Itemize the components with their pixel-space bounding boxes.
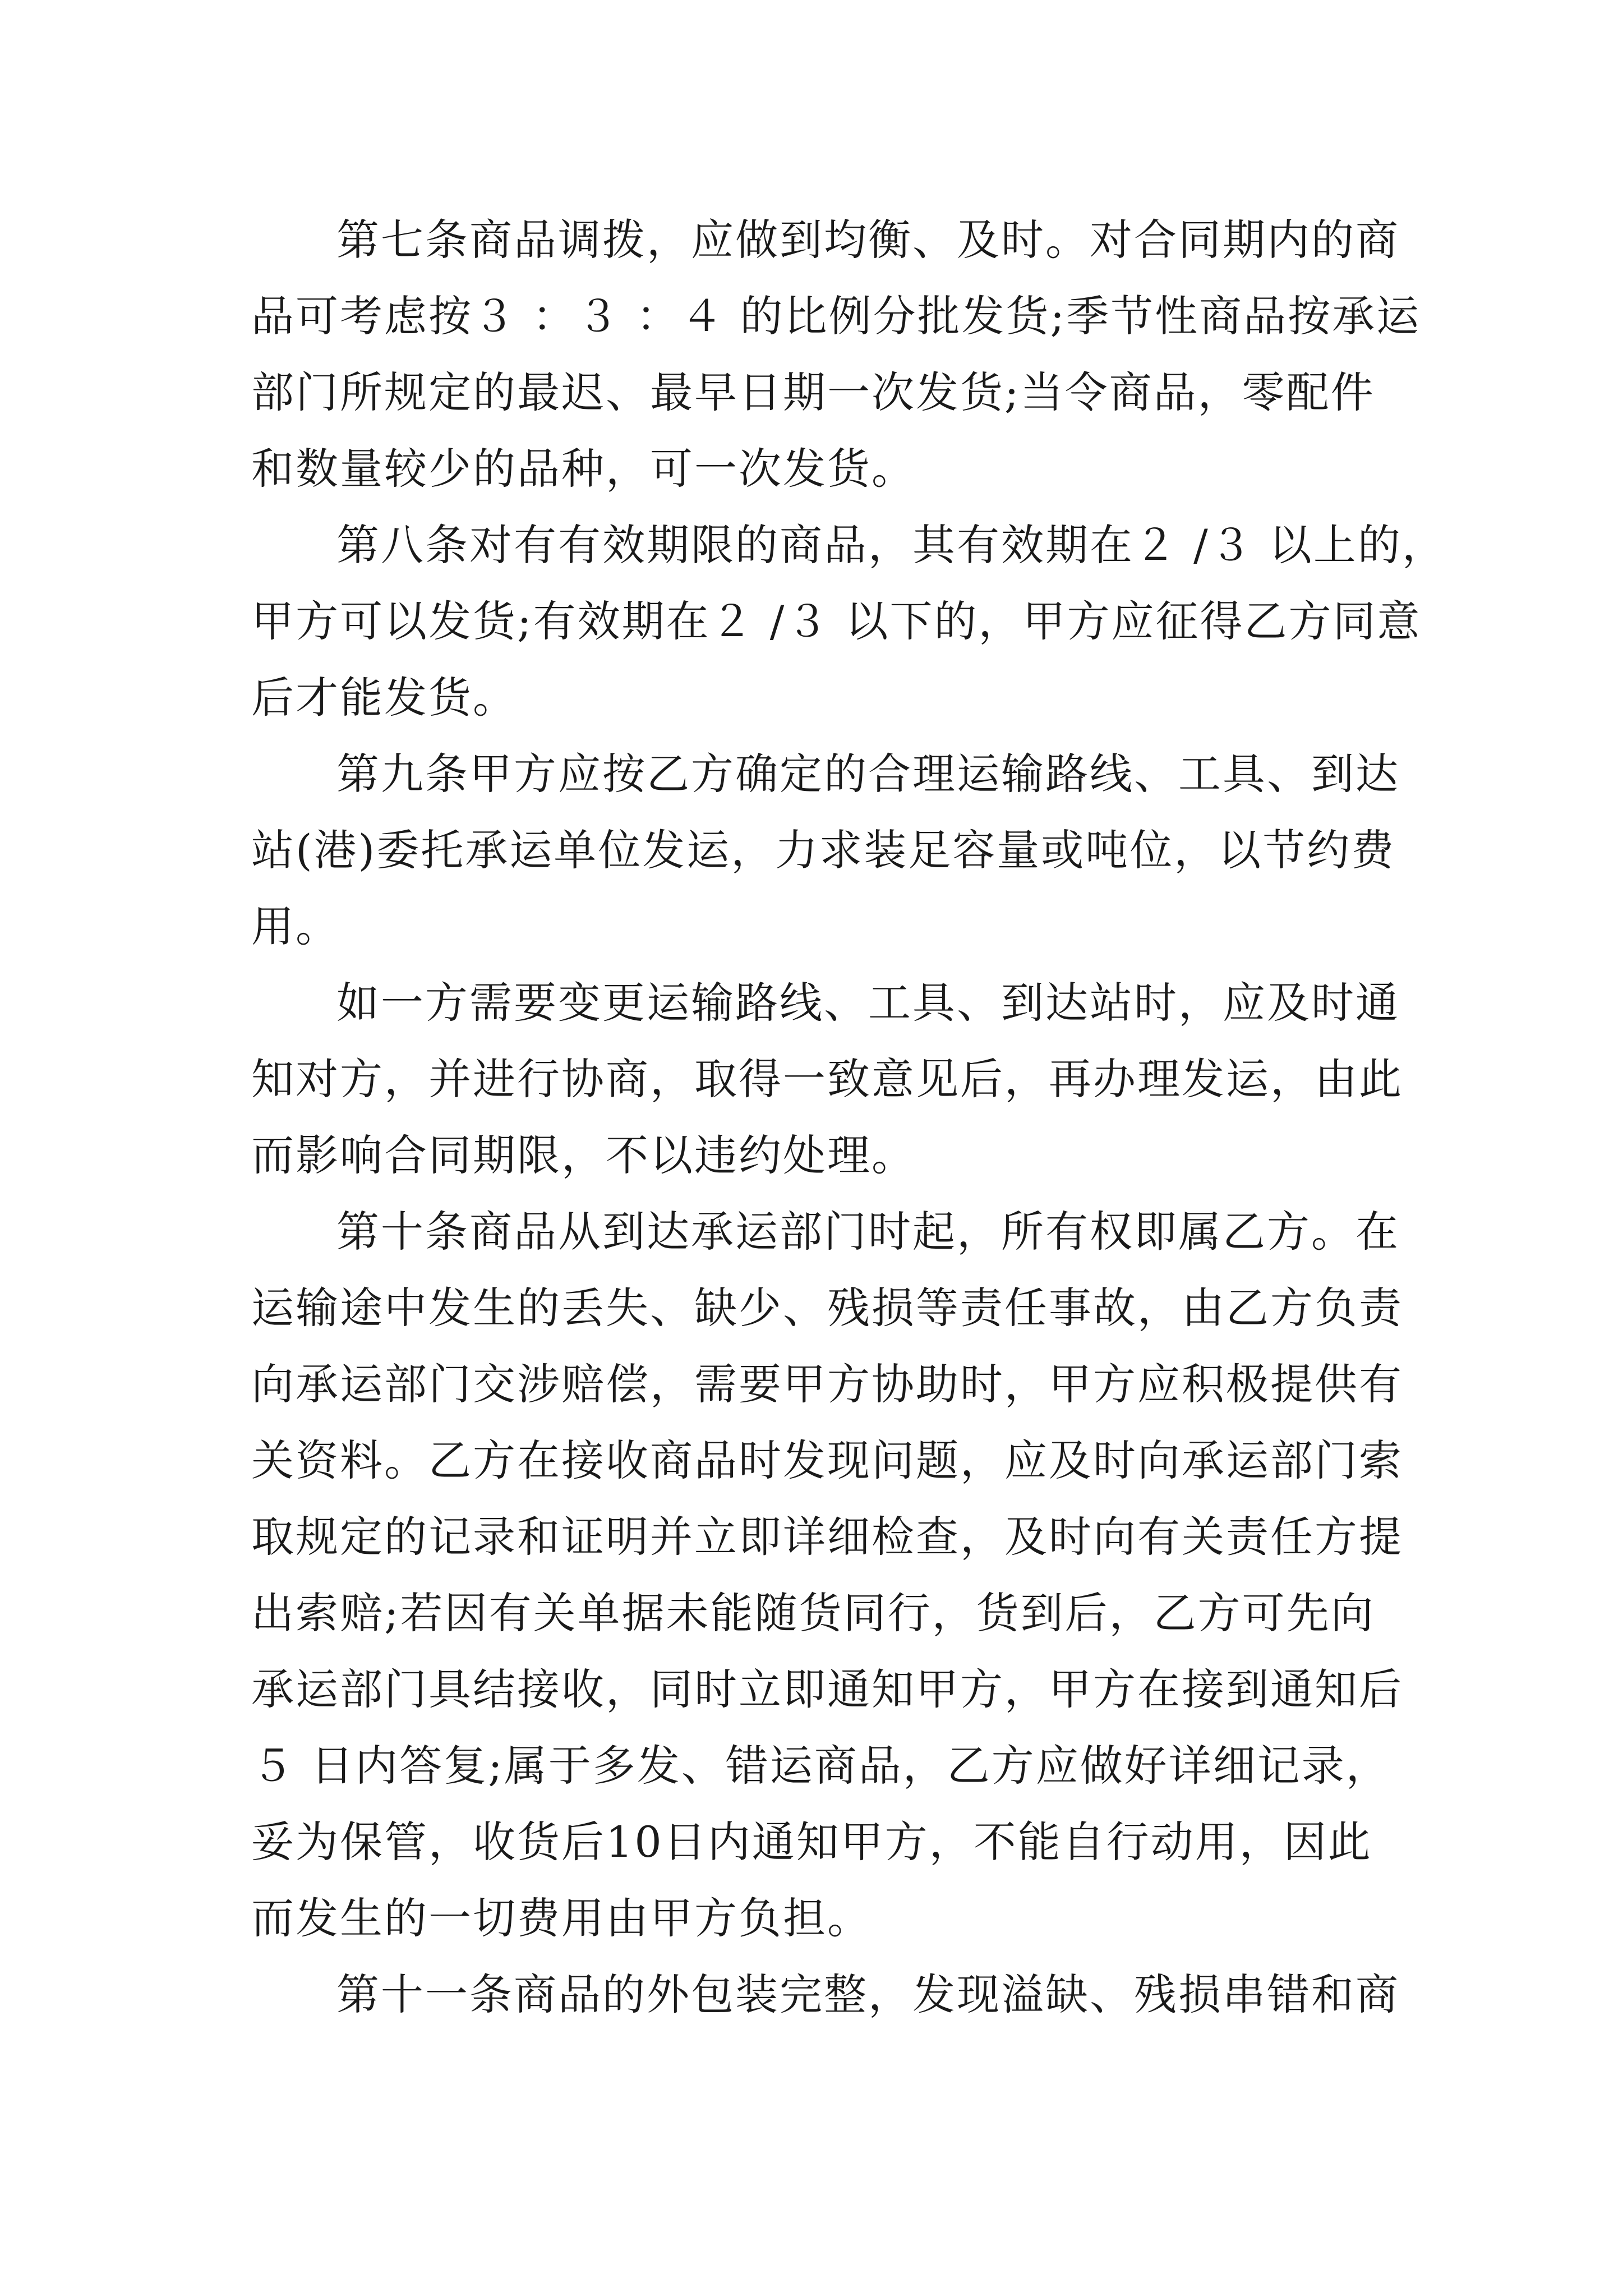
text-line: 关资料。乙方在接收商品时发现问题，应及时向承运部门索 — [251, 1435, 1403, 1485]
text-line: 站(港)委托承运单位发运，力求装足容量或吨位，以节约费 — [251, 825, 1396, 875]
text-line: 妥为保管，收货后10日内通知甲方，不能自行动用，因此 — [251, 1817, 1372, 1867]
text-line: 向承运部门交涉赔偿，需要甲方协助时，甲方应积极提供有 — [251, 1359, 1403, 1409]
text-line: 第十条商品从到达承运部门时起，所有权即属乙方。在 — [336, 1207, 1400, 1257]
text-line: 第九条甲方应按乙方确定的合理运输路线、工具、到达 — [336, 749, 1400, 799]
text-line: 和数量较少的品种，可一次发货。 — [251, 444, 916, 494]
text-line: ５ 日内答复;属于多发、错运商品，乙方应做好详细记录， — [251, 1741, 1390, 1791]
text-line: 如一方需要变更运输路线、工具、到达站时，应及时通 — [336, 978, 1400, 1028]
text-line: 出索赔;若因有关单据未能随货同行，货到后，乙方可先向 — [251, 1588, 1375, 1638]
text-line: 第八条对有有效期限的商品，其有效期在２ /３ 以上的， — [336, 520, 1446, 570]
text-line: 第十一条商品的外包装完整，发现溢缺、残损串错和商 — [336, 1970, 1400, 2019]
text-line: 后才能发货。 — [251, 673, 517, 723]
text-line: 甲方可以发货;有效期在２ /３ 以下的，甲方应征得乙方同意 — [251, 596, 1422, 646]
text-line: 品可考虑按３ ：３ ：４ 的比例分批发货;季节性商品按承运 — [251, 291, 1421, 341]
document-body — [251, 202, 1446, 2033]
text-line: 运输途中发生的丢失、缺少、残损等责任事故，由乙方负责 — [251, 1283, 1403, 1333]
text-line: 第七条商品调拨，应做到均衡、及时。对合同期内的商 — [336, 215, 1400, 265]
text-line: 部门所规定的最迟、最早日期一次发货;当令商品，零配件 — [251, 367, 1375, 417]
text-line: 取规定的记录和证明并立即详细检查，及时向有关责任方提 — [251, 1512, 1403, 1562]
text-line: 而影响合同期限，不以违约处理。 — [251, 1130, 916, 1180]
text-line: 承运部门具结接收，同时立即通知甲方，甲方在接到通知后 — [251, 1664, 1403, 1714]
text-line: 而发生的一切费用由甲方负担。 — [251, 1893, 872, 1943]
text-line: 知对方，并进行协商，取得一致意见后，再办理发运，由此 — [251, 1054, 1403, 1104]
text-line: 用。 — [251, 901, 340, 951]
